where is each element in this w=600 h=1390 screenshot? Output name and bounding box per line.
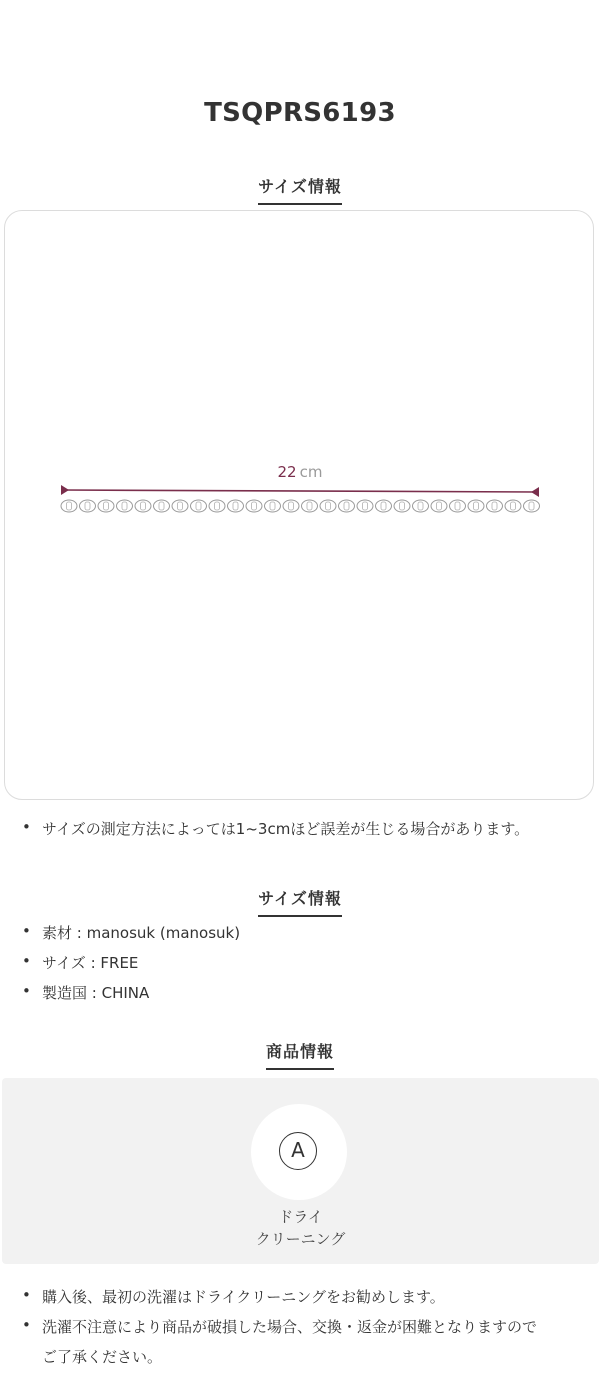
chain-link-inner [159, 502, 164, 510]
bracelet-chain [61, 500, 540, 512]
chain-link-inner [307, 502, 312, 510]
measure-arrow-right [531, 487, 539, 497]
chain-link-inner [381, 502, 386, 510]
chain-link-inner [178, 502, 183, 510]
care-icon-circle [251, 1104, 347, 1200]
bracelet-diagram [55, 480, 545, 520]
chain-link-inner [252, 502, 257, 510]
measurement-value: 22 [277, 463, 297, 481]
measure-line [63, 490, 537, 492]
chain-link-inner [437, 502, 442, 510]
size-note-list [22, 818, 529, 839]
size-note: • サイズの測定方法によっては1~3cmほど誤差が生じる場合があります。 [22, 818, 529, 839]
care-label-line1: ドライ [278, 1208, 323, 1226]
spec-list [22, 922, 240, 1012]
size-info-heading-text: サイズ情報 [258, 174, 342, 205]
chain-link-inner [233, 502, 238, 510]
chain-link-inner [455, 502, 460, 510]
size-info-heading [0, 174, 600, 205]
chain-link-inner [289, 502, 294, 510]
chain-link-inner [270, 502, 275, 510]
care-label [2, 1206, 599, 1250]
chain-link-inner [511, 502, 516, 510]
care-notes-list [22, 1286, 537, 1376]
product-info-heading-text: 商品情報 [266, 1039, 334, 1070]
chain-link-inner [529, 502, 534, 510]
care-panel [2, 1078, 599, 1264]
chain-link-inner [215, 502, 220, 510]
chain-link-inner [104, 502, 109, 510]
chain-link-inner [141, 502, 146, 510]
care-label-line2: クリーニング [255, 1230, 346, 1248]
care-note-2-continued: ご了承ください。 [42, 1348, 163, 1366]
chain-link-inner [363, 502, 368, 510]
chain-link-inner [85, 502, 90, 510]
measurement-unit: cm [299, 463, 323, 481]
measurement-label [0, 463, 600, 481]
spec-heading [0, 886, 600, 917]
spec-item-size: • サイズ : FREE [22, 952, 240, 982]
product-code-title: TSQPRS6193 [204, 98, 396, 128]
chain-link-inner [344, 502, 349, 510]
spec-item-material: • 素材 : manosuk (manosuk) [22, 922, 240, 952]
chain-link-inner [474, 502, 479, 510]
chain-link-inner [196, 502, 201, 510]
chain-link-inner [418, 502, 423, 510]
dry-clean-icon: A [279, 1132, 317, 1170]
product-info-heading [0, 1039, 600, 1070]
care-note-1: • 購入後、最初の洗濯はドライクリーニングをお勧めします。 [22, 1286, 537, 1316]
measure-arrow-left [61, 485, 69, 495]
spec-heading-text: サイズ情報 [258, 886, 342, 917]
chain-link-inner [492, 502, 497, 510]
chain-link-inner [326, 502, 331, 510]
chain-link-inner [400, 502, 405, 510]
chain-link-inner [122, 502, 127, 510]
care-note-2: • 洗濯不注意により商品が破損した場合、交換・返金が困難となりますので [22, 1316, 537, 1346]
chain-link-inner [67, 502, 72, 510]
spec-item-origin: • 製造国 : CHINA [22, 982, 240, 1012]
